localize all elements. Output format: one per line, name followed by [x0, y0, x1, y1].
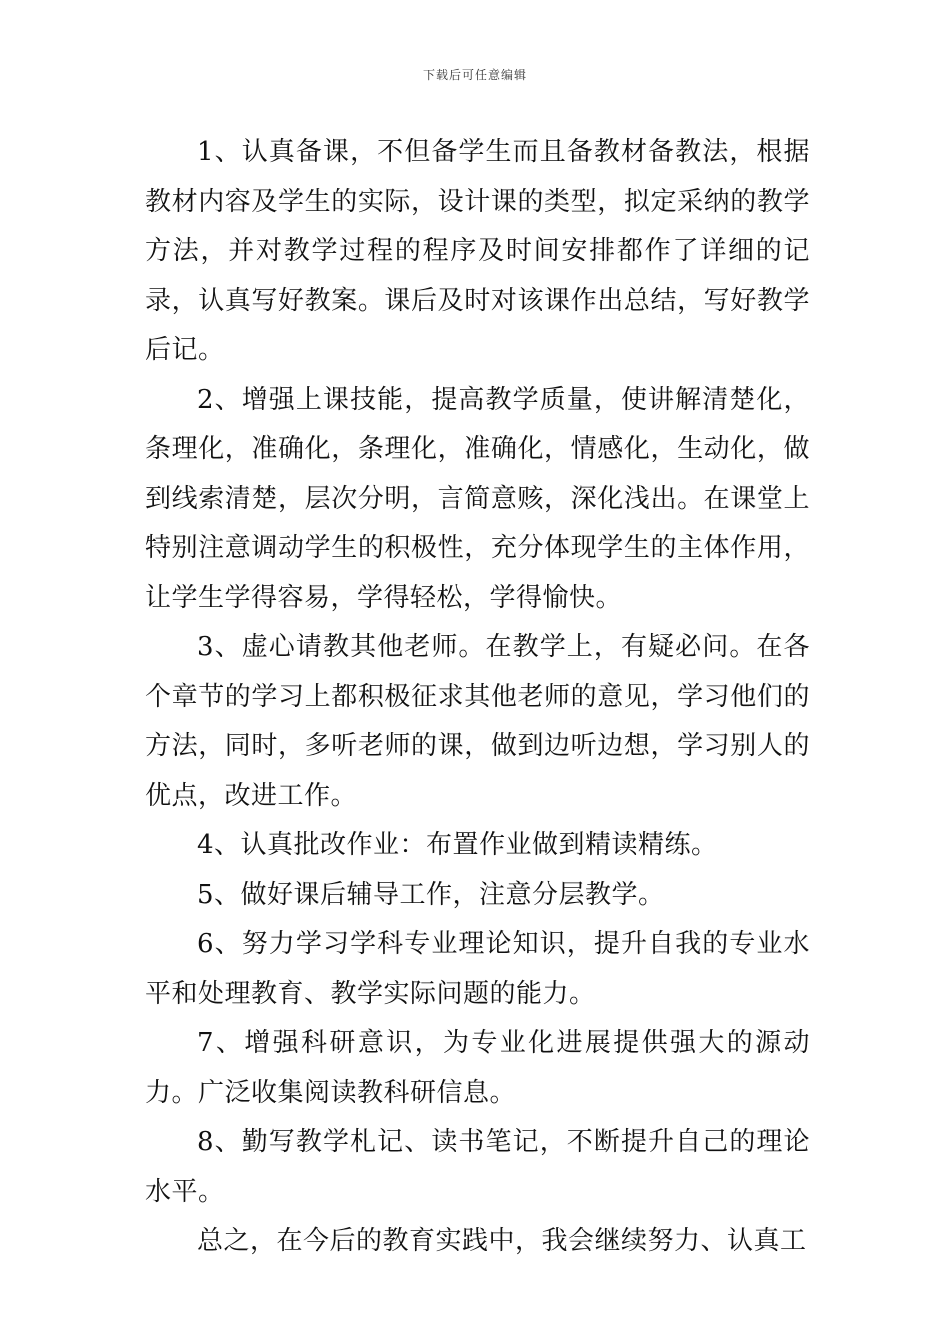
paragraph-item-4: 4、认真批改作业：布置作业做到精读精练。 [197, 830, 718, 860]
document-body [145, 128, 810, 1267]
paragraph-item-2: 2、增强上课技能，提高教学质量，使讲解清楚化，条理化，准确化，条理化，准确化，情感化，生动化，做到线索清楚，层次分明，言简意赅，深化浅出。在课堂上特别注意调动学生的积极性，充分体现学生的主体作用，让学生学得容易，学得轻松，学得愉快。 [145, 384, 810, 613]
paragraph-item-8: 8、勤写教学札记、读书笔记，不断提升自己的理论水平。 [145, 1127, 810, 1207]
page-header: 下载后可任意编辑 [422, 68, 527, 82]
paragraph-item-5: 5、做好课后辅导工作，注意分层教学。 [197, 879, 665, 910]
paragraph-item-6: 6、努力学习学科专业理论知识，提升自我的专业水平和处理教育、教学实际问题的能力。 [145, 929, 810, 1009]
paragraph-item-3: 3、虚心请教其他老师。在教学上，有疑必问。在各个章节的学习上都积极征求其他老师的意见，学习他们的方法，同时，多听老师的课，做到边听边想，学习别人的优点，改进工作。 [145, 632, 810, 811]
paragraph-conclusion: 总之，在今后的教育实践中，我会继续努力、认真工 [197, 1226, 807, 1256]
paragraph-item-7: 7、增强科研意识，为专业化进展提供强大的源动力。广泛收集阅读教科研信息。 [145, 1028, 810, 1108]
paragraph-item-1: 1、认真备课，不但备学生而且备教材备教法，根据教材内容及学生的实际，设计课的类型，拟定采纳的教学方法，并对教学过程的程序及时间安排都作了详细的记录，认真写好教案。课后及时对该课作出总结，写好教学后记。 [145, 137, 810, 365]
